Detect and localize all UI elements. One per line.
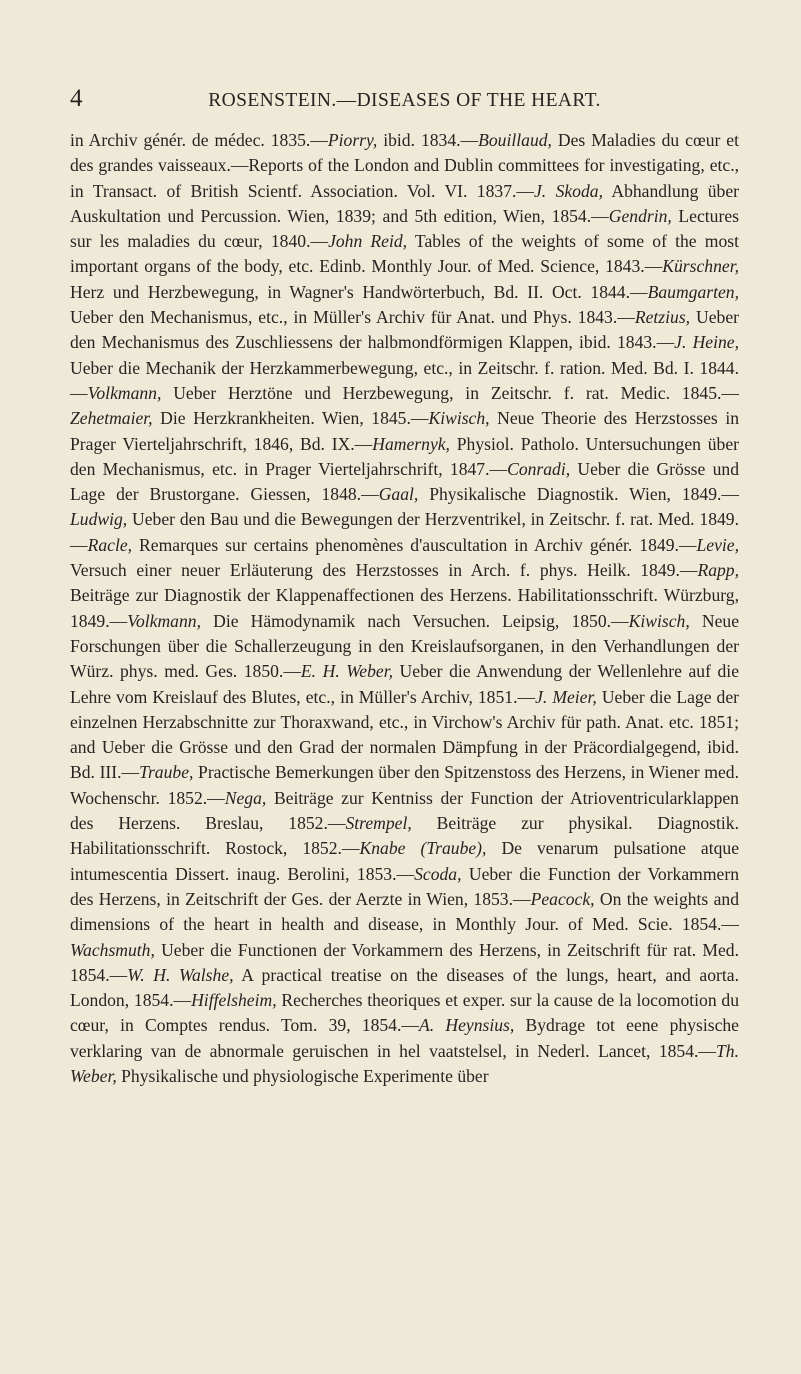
author-name: Hamernyk, <box>372 433 450 454</box>
author-name: Wachsmuth, <box>70 939 155 960</box>
author-name: Scoda, <box>414 863 462 884</box>
citation-text: Versuch einer neuer Erläuterung des Herzstosses in Arch. f. phys. Heilk. 1849.— <box>70 560 698 581</box>
citation-text: Physikalische und physiologische Experimente über <box>116 1065 489 1086</box>
author-name: Strempel, <box>345 813 412 834</box>
author-name: J. Heine, <box>674 332 739 353</box>
author-name: A. Heynsius, <box>419 1015 515 1036</box>
author-name: Gendrin, <box>608 205 672 226</box>
page-header <box>70 84 739 120</box>
citation-text: Ueber den Bau und die Bewegungen der Herzventrikel, in Zeitschr. f. rat. Med. 1849.— <box>70 509 739 555</box>
citation-text: ibid. 1834.— <box>377 130 479 150</box>
citation-text: Ueber die Grösse und Lage der Brustorgane. Giessen, 1848.— <box>70 458 739 505</box>
author-name: Bouillaud, <box>478 130 552 150</box>
author-name: E. H. Weber, <box>300 661 394 682</box>
citation-text: Ueber Herztöne und Herzbewegung, in Zeitschr. f. rat. Medic. 1845.— <box>161 382 739 403</box>
author-name: John Reid, <box>328 231 408 252</box>
page-number: 4 <box>70 85 83 112</box>
citation-text: Ueber den Mechanismus des Zuschliessens der halbmondförmigen Klappen, ibid. 1843.— <box>70 307 739 353</box>
citation-text: Neue Forschungen über die Schallerzeugung in den Kreislaufsorganen, in den Verhandlungen der Würz. phys. med. Ges. 1850.— <box>70 610 739 682</box>
author-name: Th. Weber, <box>70 1040 739 1086</box>
citation-text: Ueber die Mechanik der Herzkammerbewegung, etc., in Zeitschr. f. ration. Med. Bd. I. 1844.— <box>70 357 739 403</box>
author-name: Rapp, <box>697 560 739 581</box>
citation-text: in Archiv génér. de médec. 1835.— <box>70 130 328 150</box>
author-name: Kürschner, <box>662 256 739 277</box>
citation-text: Des Maladies du cœur et des grandes vaisseaux.—Reports of the London and Dublin committees for investigating, etc., in Transact. of British Scientf. Association. Vol. VI. 1837.— <box>70 130 739 201</box>
citation-text: Ueber die Functionen der Vorkammern des Herzens, in Zeitschrift für rat. Med. 1854.— <box>70 939 739 985</box>
citation-text: Tables of the weights of some of the most important organs of the body, etc. Edinb. Monthly Jour. of Med. Science, 1843.— <box>70 231 739 277</box>
author-name: Hiffelsheim, <box>191 990 277 1011</box>
author-name: Racle, <box>87 534 133 555</box>
citation-text: Die Herzkrankheiten. Wien, 1845.— <box>152 408 429 429</box>
author-name: Piorry, <box>327 130 378 150</box>
author-name: Volkmann, <box>87 382 162 403</box>
citation-text: Bydrage tot eene physische verklaring van de abnormale geruischen in hel vaatstelsel, in Nederl. Lancet, 1854.— <box>70 1015 739 1061</box>
citation-text: On the weights and dimensions of the heart in health and disease, in Monthly Jour. of Med. Scie. 1854.— <box>70 888 739 935</box>
citation-text: Beiträge zur physikal. Diagnostik. Habilitationsschrift. Rostock, 1852.— <box>70 813 739 859</box>
author-name: Nega, <box>224 787 267 808</box>
author-name: Kiwisch, <box>628 610 690 631</box>
citation-text: Ueber den Mechanismus, etc., in Müller's Archiv für Anat. und Phys. 1843.— <box>70 307 635 328</box>
citation-text: Die Hämodynamik nach Versuchen. Leipsig, 1850.— <box>200 610 629 631</box>
citation-text: Neue Theorie des Herzstosses in Prager Vierteljahrschrift, 1846, Bd. IX.— <box>70 408 740 454</box>
citation-text: Ueber die Lage der einzelnen Herzabschnitte zur Thoraxwand, etc., in Virchow's Archiv für path. Anat. etc. 1851; and Ueber die Grösse und den Grad der normalen Dämpfung in der Präcordialgegend, ibid. Bd. III.— <box>70 686 740 783</box>
author-name: Ludwig, <box>70 509 128 530</box>
author-name: Kiwisch, <box>428 408 490 429</box>
author-name: Knabe (Traube), <box>359 838 487 859</box>
citation-text: Practische Bemerkungen über den Spitzenstoss des Herzens, in Wiener med. Wochenschr. 1852.— <box>70 762 739 808</box>
author-name: Volkmann, <box>127 610 201 631</box>
citation-text: Remarques sur certains phenomènes d'auscultation in Archiv génér. 1849.— <box>132 534 697 555</box>
citation-text: Ueber die Anwendung der Wellenlehre auf die Lehre vom Kreislauf des Blutes, etc., in Müller's Archiv, 1851.— <box>70 661 739 707</box>
citation-text: Ueber die Function der Vorkammern des Herzens, in Zeitschrift der Ges. der Aerzte in Wien, 1853.— <box>70 863 740 909</box>
author-name: W. H. Walshe, <box>127 964 234 985</box>
author-name: Retzius, <box>634 307 691 328</box>
citation-text: A practical treatise on the diseases of the lungs, heart, and aorta. London, 1854.— <box>70 964 739 1011</box>
author-name: Peacock, <box>530 888 595 909</box>
author-name: J. Skoda, <box>534 180 603 201</box>
author-name: Levie, <box>696 534 739 555</box>
citation-text: Lectures sur les maladies du cœur, 1840.— <box>70 205 739 252</box>
citation-text: De venarum pulsatione atque intumescentia Dissert. inaug. Berolini, 1853.— <box>70 838 740 884</box>
citation-text: Physikalische Diagnostik. Wien, 1849.— <box>418 484 740 505</box>
bibliography-paragraph <box>70 128 739 1089</box>
author-name: Gaal, <box>378 484 419 505</box>
citation-text: Beiträge zur Diagnostik der Klappenaffectionen des Herzens. Habilitationsschrift. Würzburg, 1849.— <box>70 585 739 631</box>
author-name: Traube, <box>139 762 194 783</box>
citation-text: Recherches theoriques et exper. sur la cause de la locomotion du cœur, in Comptes rendus. Tom. 39, 1854.— <box>70 990 739 1036</box>
author-name: J. Meier, <box>535 686 597 707</box>
author-name: Zehetmaier, <box>70 408 153 429</box>
citation-text: Beiträge zur Kentniss der Function der Atrioventricularklappen des Herzens. Breslau, 1852.— <box>70 787 739 834</box>
author-name: Conradi, <box>507 458 571 479</box>
running-title: ROSENSTEIN.—DISEASES OF THE HEART. <box>208 90 601 111</box>
citation-text: Abhandlung über Auskultation und Percussion. Wien, 1839; and 5th edition, Wien, 1854.— <box>70 180 739 226</box>
citation-text: Physiol. Patholo. Untersuchungen über den Mechanismus, etc. in Prager Vierteljahrschrift, 1847.— <box>70 433 739 479</box>
author-name: Baumgarten, <box>647 281 739 302</box>
citation-text: Herz und Herzbewegung, in Wagner's Handwörterbuch, Bd. II. Oct. 1844.— <box>70 281 648 302</box>
